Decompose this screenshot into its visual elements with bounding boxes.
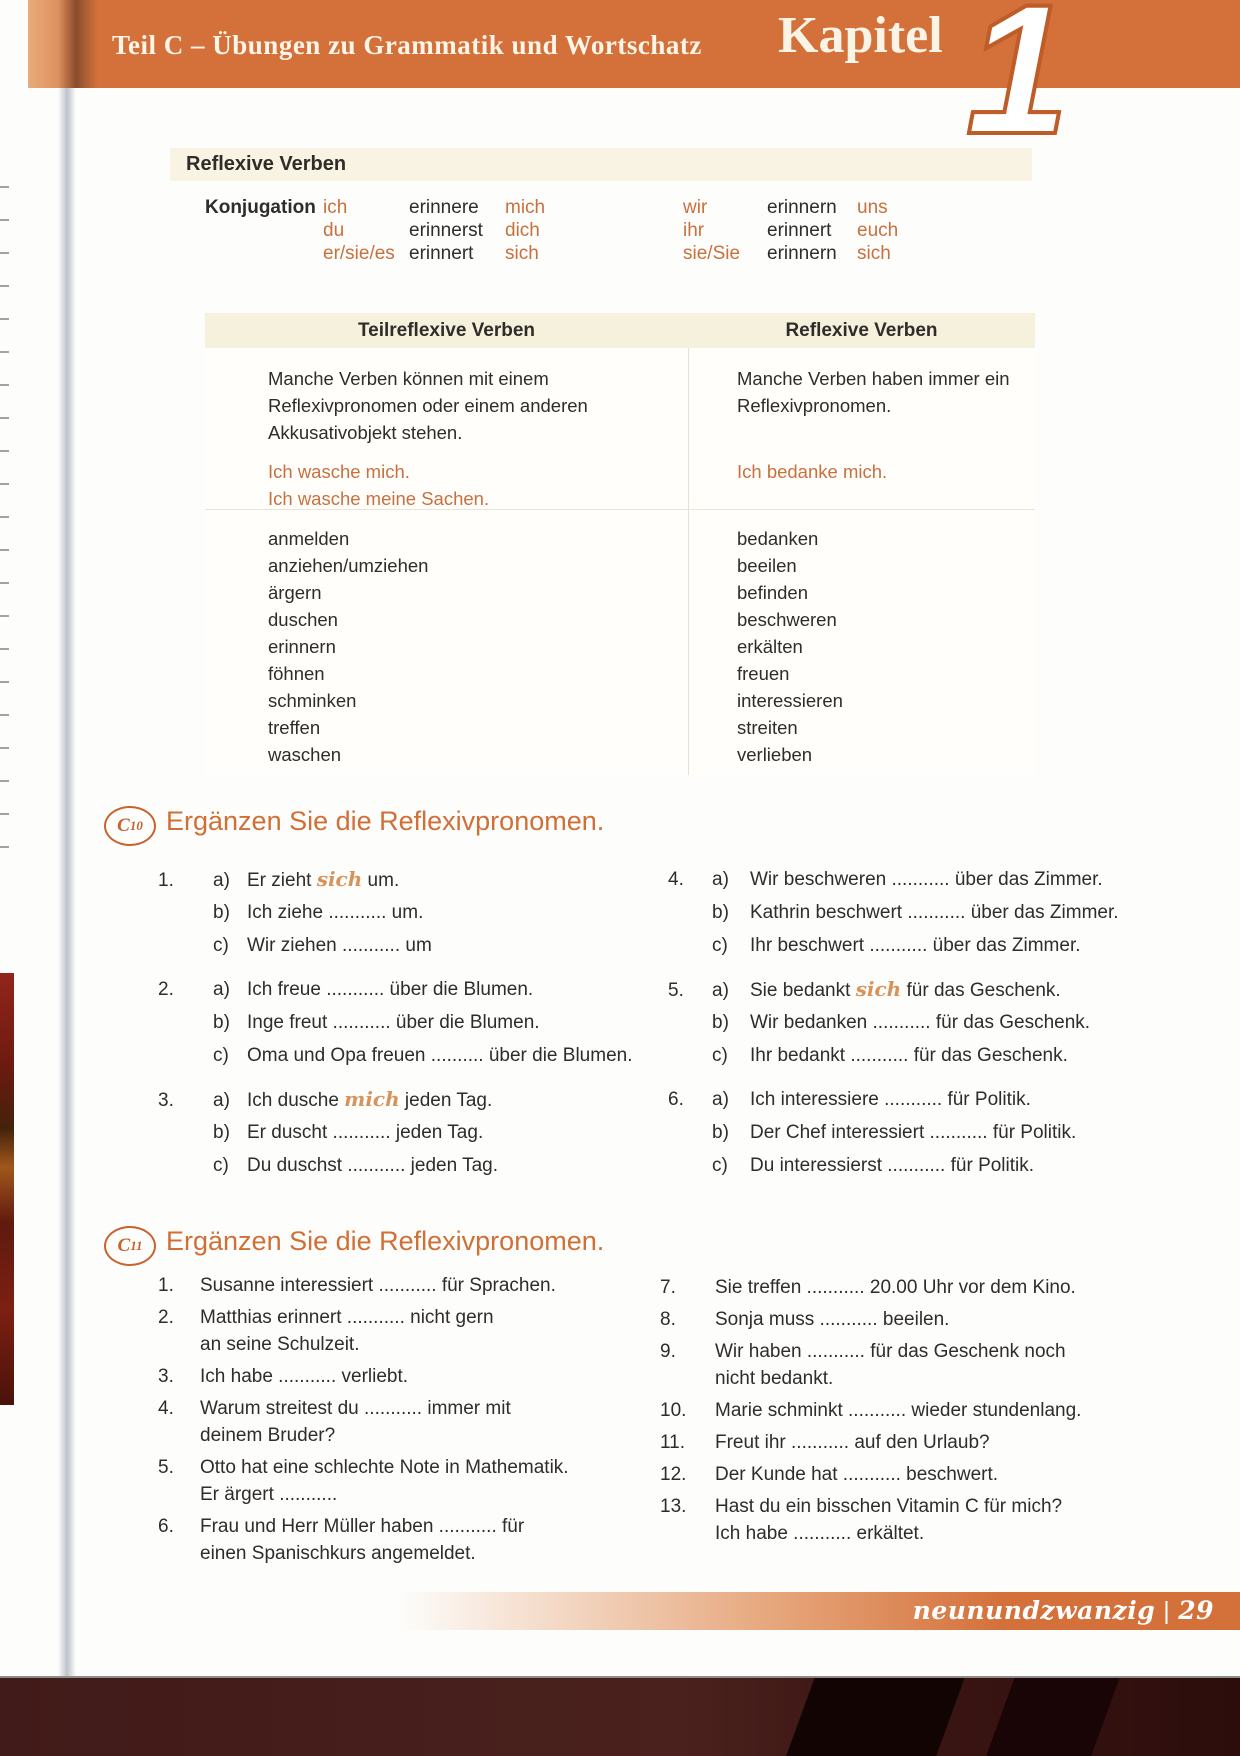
verb-list-item: schminken <box>268 690 357 711</box>
right-verb-list <box>737 525 843 768</box>
exercise-c11-right-column <box>660 1274 1081 1552</box>
item-text: Wir haben ........... für das Geschenk noch <box>715 1341 1066 1362</box>
conjugation-table <box>205 196 898 265</box>
verb-list-item: ärgern <box>268 582 322 603</box>
exercise-item: c) Du duschst ........... jeden Tag. <box>158 1149 632 1182</box>
item-text: nicht bedankt. <box>715 1368 834 1389</box>
exercise-c10-right-column <box>668 863 1119 1193</box>
adjacent-page-edge <box>0 973 14 1405</box>
page-title: Teil C – Übungen zu Grammatik und Wortschatz <box>112 30 702 60</box>
exercise-item: 6. Frau und Herr Müller haben ........... für einen Spanischkurs angemeldet. <box>158 1513 569 1567</box>
exercise-c11-title: Ergänzen Sie die Reflexivpronomen. <box>166 1226 605 1256</box>
item-text: Kathrin beschwert ........... über das Zimmer. <box>750 902 1119 923</box>
item-text: Sie bedankt sich für das Geschenk. <box>750 977 1061 1001</box>
exercise-item: 3. a) Ich dusche mich jeden Tag. <box>158 1083 632 1116</box>
item-text: Du interessierst ........... für Politik. <box>750 1155 1035 1176</box>
item-text: Inge freut ........... über die Blumen. <box>247 1012 540 1033</box>
desk-shadow-stripe <box>784 1676 967 1756</box>
verb-list-item: duschen <box>268 609 338 630</box>
verb-list-item: waschen <box>268 744 342 765</box>
item-text: Wir ziehen ........... um <box>247 935 432 956</box>
item-text: Er zieht sich um. <box>247 867 400 891</box>
scan-margin-marks <box>0 186 9 866</box>
exercise-item: 5. Otto hat eine schlechte Note in Mathematik. Er ärgert ........... <box>158 1454 569 1508</box>
column-divider <box>688 348 689 775</box>
item-text: Wir bedanken ........... für das Geschenk. <box>750 1012 1091 1033</box>
conjugation-row: er/sie/es erinnert sich sie/Sie erinnern sich <box>323 243 891 264</box>
item-text: Ich freue ........... über die Blumen. <box>247 979 534 1000</box>
footer-separator: | <box>1163 1597 1171 1625</box>
item-text: Ich habe ........... verliebt. <box>200 1366 409 1387</box>
item-text: Sie treffen ........... 20.00 Uhr vor dem Kino. <box>715 1277 1076 1298</box>
exercise-item: 4. Warum streitest du ........... immer mit deinem Bruder? <box>158 1395 569 1449</box>
verb-list-item: befinden <box>737 582 808 603</box>
exercise-item: 2. Matthias erinnert ........... nicht gern an seine Schulzeit. <box>158 1304 569 1358</box>
verb-list-item: föhnen <box>268 663 325 684</box>
item-text: Du duschst ........... jeden Tag. <box>247 1155 499 1176</box>
exercise-item: 8. Sonja muss ........... beeilen. <box>660 1306 1081 1333</box>
item-text: Er ärgert ........... <box>200 1484 338 1505</box>
item-text: Der Kunde hat ........... beschwert. <box>715 1464 999 1485</box>
exercise-item: b) Inge freut ........... über die Blumen. <box>158 1006 632 1039</box>
exercise-badge-c11: C 11 <box>104 1226 156 1266</box>
example-sentence: Ich bedanke mich. <box>737 461 888 482</box>
description-line: Akkusativobjekt stehen. <box>268 422 463 443</box>
verb-list-item: verlieben <box>737 744 813 765</box>
grammar-box-right-title: Reflexive Verben <box>785 320 938 341</box>
item-text: Ich habe ........... erkältet. <box>715 1523 925 1544</box>
item-text: Ihr beschwert ........... über das Zimmer. <box>750 935 1081 956</box>
exercise-group <box>158 973 632 1072</box>
item-text: Susanne interessiert ........... für Sprachen. <box>200 1275 556 1296</box>
exercise-group <box>158 1083 632 1182</box>
exercise-item: b) Kathrin beschwert ........... über das Zimmer. <box>668 896 1119 929</box>
description-line: Manche Verben können mit einem <box>268 368 549 389</box>
left-examples <box>268 458 489 512</box>
grammar-box-left-title: Teilreflexive Verben <box>357 320 536 341</box>
left-description <box>268 365 588 446</box>
exercise-item: b) Der Chef interessiert ........... für Politik. <box>668 1116 1119 1149</box>
exercise-item: 5. a) Sie bedankt sich für das Geschenk. <box>668 973 1119 1006</box>
exercise-item: c) Wir ziehen ........... um <box>158 929 632 962</box>
exercise-item: c) Du interessierst ........... für Politik. <box>668 1149 1119 1182</box>
right-examples <box>737 458 887 485</box>
desk-background <box>0 1676 1240 1756</box>
verb-list-item: anziehen/umziehen <box>268 555 429 576</box>
verb-list-item: beeilen <box>737 555 797 576</box>
item-text: Wir beschweren ........... über das Zimmer. <box>750 869 1103 890</box>
item-text: an seine Schulzeit. <box>200 1334 360 1355</box>
exercise-item: c) Ihr beschwert ........... über das Zimmer. <box>668 929 1119 962</box>
item-text: Warum streitest du ........... immer mit <box>200 1398 511 1419</box>
exercise-group <box>668 863 1119 962</box>
item-text: deinem Bruder? <box>200 1425 336 1446</box>
example-sentence: Ich wasche meine Sachen. <box>268 488 490 509</box>
right-description <box>737 365 1010 419</box>
exercise-item: 3. Ich habe ........... verliebt. <box>158 1363 569 1390</box>
description-line: Reflexivpronomen. <box>737 395 892 416</box>
item-text: Sonja muss ........... beeilen. <box>715 1309 950 1330</box>
page-footer-band <box>400 1592 1240 1630</box>
exercise-group <box>668 973 1119 1072</box>
conjugation-row: du erinnerst dich ihr erinnert euch <box>323 220 899 241</box>
exercise-group <box>158 863 632 962</box>
exercise-item: b) Er duscht ........... jeden Tag. <box>158 1116 632 1149</box>
verb-list-item: erinnern <box>268 636 336 657</box>
item-text: Marie schminkt ........... wieder stundenlang. <box>715 1400 1082 1421</box>
kapitel-label: Kapitel <box>778 7 943 64</box>
band-crease-shadow <box>58 0 98 88</box>
grammar-box <box>205 313 1035 775</box>
exercise-item: 1. Susanne interessiert ........... für Sprachen. <box>158 1272 569 1299</box>
page-footer-text <box>913 1596 1214 1625</box>
left-verb-list <box>268 525 428 768</box>
exercise-item: 4. a) Wir beschweren ........... über das Zimmer. <box>668 863 1119 896</box>
item-text: einen Spanischkurs angemeldet. <box>200 1543 476 1564</box>
grammar-box-header <box>205 313 1035 348</box>
verb-list-item: erkälten <box>737 636 803 657</box>
conjugation-row: Konjugation ich erinnere mich wir erinnern uns <box>205 197 888 218</box>
book-binding-crease <box>58 88 76 1676</box>
exercise-item: 6. a) Ich interessiere ........... für Politik. <box>668 1083 1119 1116</box>
exercise-item: c) Oma und Opa freuen .......... über die Blumen. <box>158 1039 632 1072</box>
exercise-c11-left-column <box>158 1272 569 1572</box>
item-text: Frau und Herr Müller haben ........... für <box>200 1516 525 1537</box>
example-sentence: Ich wasche mich. <box>268 461 410 482</box>
item-text: Otto hat eine schlechte Note in Mathematik. <box>200 1457 569 1478</box>
verb-list-item: anmelden <box>268 528 350 549</box>
exercise-item: 10. Marie schminkt ........... wieder stundenlang. <box>660 1397 1081 1424</box>
chapter-number: 1 <box>966 0 1069 173</box>
description-line: Reflexivpronomen oder einem anderen <box>268 395 588 416</box>
verb-list-item: beschweren <box>737 609 837 630</box>
item-text: Ihr bedankt ........... für das Geschenk. <box>750 1045 1068 1066</box>
item-text: Oma und Opa freuen .......... über die Blumen. <box>247 1045 633 1066</box>
exercise-item: 11. Freut ihr ........... auf den Urlaub? <box>660 1429 1081 1456</box>
exercise-c10-title: Ergänzen Sie die Reflexivpronomen. <box>166 806 605 836</box>
item-text: Freut ihr ........... auf den Urlaub? <box>715 1432 990 1453</box>
item-text: Matthias erinnert ........... nicht gern <box>200 1307 494 1328</box>
item-text: Hast du ein bisschen Vitamin C für mich? <box>715 1496 1063 1517</box>
exercise-item: 12. Der Kunde hat ........... beschwert. <box>660 1461 1081 1488</box>
exercise-item: b) Ich ziehe ........... um. <box>158 896 632 929</box>
exercise-item: 9. Wir haben ........... für das Geschenk noch nicht bedankt. <box>660 1338 1081 1392</box>
exercise-group <box>668 1083 1119 1182</box>
description-line: Manche Verben haben immer ein <box>737 368 1010 389</box>
exercise-item: 7. Sie treffen ........... 20.00 Uhr vor dem Kino. <box>660 1274 1081 1301</box>
exercise-item: b) Wir bedanken ........... für das Geschenk. <box>668 1006 1119 1039</box>
verb-list-item: streiten <box>737 717 798 738</box>
item-text: Ich dusche mich jeden Tag. <box>247 1087 493 1111</box>
item-text: Er duscht ........... jeden Tag. <box>247 1122 484 1143</box>
page-number: 29 <box>1178 1596 1214 1625</box>
exercise-item: 13. Hast du ein bisschen Vitamin C für mich? Ich habe ........... erkältet. <box>660 1493 1081 1547</box>
item-text: Ich interessiere ........... für Politik. <box>750 1089 1031 1110</box>
exercise-badge-c10: C 10 <box>104 806 156 846</box>
exercise-item: c) Ihr bedankt ........... für das Geschenk. <box>668 1039 1119 1072</box>
exercise-c10-left-column <box>158 863 632 1193</box>
verb-list-item: bedanken <box>737 528 819 549</box>
verb-list-item: interessieren <box>737 690 843 711</box>
item-text: Der Chef interessiert ........... für Politik. <box>750 1122 1077 1143</box>
exercise-item: 1. a) Er zieht sich um. <box>158 863 632 896</box>
verb-list-item: freuen <box>737 663 790 684</box>
section-title: Reflexive Verben <box>186 153 347 175</box>
page-word: neunundzwanzig <box>912 1596 1156 1625</box>
item-text: Ich ziehe ........... um. <box>247 902 424 923</box>
verb-list-item: treffen <box>268 717 321 738</box>
exercise-item: 2. a) Ich freue ........... über die Blumen. <box>158 973 632 1006</box>
desk-shadow-stripe <box>984 1676 1122 1756</box>
